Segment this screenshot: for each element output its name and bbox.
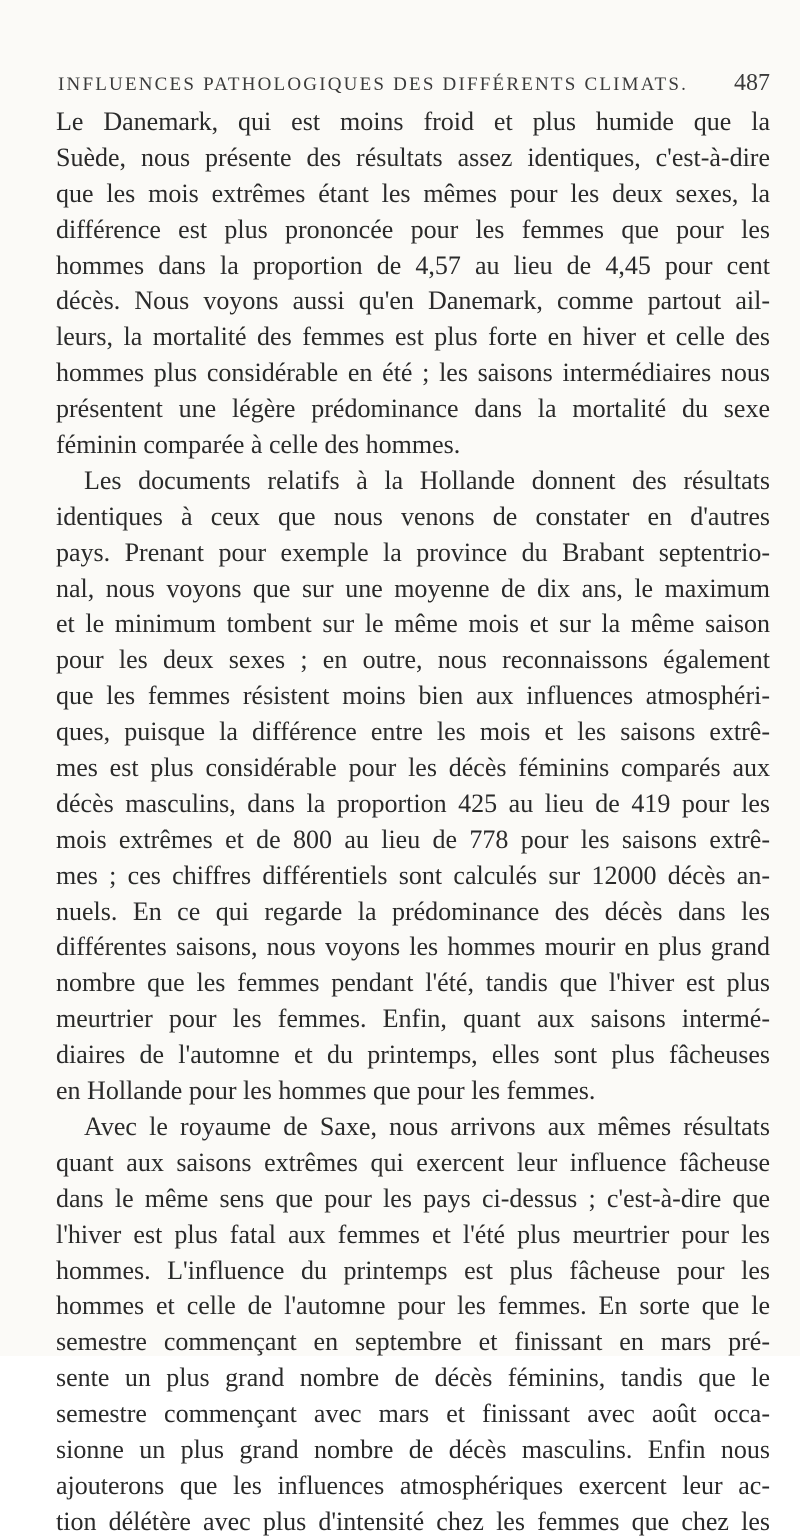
text-line: diaires de l'automne et du printemps, elles sont plus fâcheuses bbox=[56, 1040, 770, 1070]
text-line: meurtrier pour les femmes. Enfin, quant aux saisons intermé- bbox=[56, 1004, 770, 1034]
text-line: Les documents relatifs à la Hollande donnent des résultats bbox=[84, 465, 770, 495]
text-line: nombre que les femmes pendant l'été, tandis que l'hiver est plus bbox=[56, 968, 770, 998]
text-line: hommes. L'influence du printemps est plus fâcheuse pour les bbox=[56, 1255, 770, 1285]
text-line: Le Danemark, qui est moins froid et plus humide que la bbox=[56, 107, 770, 136]
text-line: que les mois extrêmes étant les mêmes pour les deux sexes, la bbox=[56, 178, 770, 208]
text-line: tion délétère avec plus d'intensité chez les femmes que chez les bbox=[56, 1506, 770, 1536]
running-head-title: INFLUENCES PATHOLOGIQUES DES DIFFÉRENTS CLIMATS. bbox=[58, 74, 689, 95]
text-line: dans le même sens que pour les pays ci-dessus ; c'est-à-dire que bbox=[56, 1183, 770, 1213]
text-line: l'hiver est plus fatal aux femmes et l'été plus meurtrier pour les bbox=[56, 1219, 770, 1249]
text-line: identiques à ceux que nous venons de constater en d'autres bbox=[56, 501, 770, 531]
text-line: pour les deux sexes ; en outre, nous reconnaissons également bbox=[56, 645, 770, 675]
body-text bbox=[56, 104, 770, 1540]
text-line: féminin comparée à celle des hommes. bbox=[56, 430, 461, 460]
running-head bbox=[58, 70, 770, 104]
text-line: décès masculins, dans la proportion 425 au lieu de 419 pour les bbox=[56, 788, 770, 818]
text-line: quant aux saisons extrêmes qui exercent leur influence fâcheuse bbox=[56, 1147, 770, 1177]
text-line: semestre commençant en septembre et finissant en mars pré- bbox=[56, 1327, 770, 1357]
text-line: présentent une légère prédominance dans la mortalité du sexe bbox=[56, 394, 770, 424]
text-line: que les femmes résistent moins bien aux influences atmosphéri- bbox=[56, 681, 770, 711]
text-line: hommes plus considérable en été ; les saisons intermédiaires nous bbox=[56, 358, 770, 388]
text-line: nal, nous voyons que sur une moyenne de dix ans, le maximum bbox=[56, 573, 770, 603]
text-line: sente un plus grand nombre de décès féminins, tandis que le bbox=[56, 1363, 770, 1393]
text-line: différentes saisons, nous voyons les hommes mourir en plus grand bbox=[56, 932, 770, 962]
text-line: en Hollande pour les hommes que pour les femmes. bbox=[56, 1076, 596, 1106]
text-line: différence est plus prononcée pour les femmes que pour les bbox=[56, 214, 770, 244]
text-line: leurs, la mortalité des femmes est plus forte en hiver et celle des bbox=[56, 322, 770, 352]
text-line: et le minimum tombent sur le même mois et sur la même saison bbox=[56, 609, 770, 639]
text-line: semestre commençant avec mars et finissant avec août occa- bbox=[56, 1399, 770, 1429]
text-line: ajouterons que les influences atmosphériques exercent leur ac- bbox=[56, 1470, 770, 1500]
text-line: pays. Prenant pour exemple la province du Brabant septentrio- bbox=[56, 537, 770, 567]
text-line: hommes et celle de l'automne pour les femmes. En sorte que le bbox=[56, 1291, 770, 1321]
text-line: sionne un plus grand nombre de décès masculins. Enfin nous bbox=[56, 1434, 770, 1464]
text-line: nuels. En ce qui regarde la prédominance des décès dans les bbox=[56, 896, 770, 926]
text-line: mois extrêmes et de 800 au lieu de 778 pour les saisons extrê- bbox=[56, 824, 770, 854]
text-line: ques, puisque la différence entre les mois et les saisons extrê- bbox=[56, 717, 770, 747]
text-line: hommes dans la proportion de 4,57 au lieu de 4,45 pour cent bbox=[56, 250, 770, 280]
text-line: Suède, nous présente des résultats assez identiques, c'est-à-dire bbox=[56, 142, 770, 172]
page-number: 487 bbox=[734, 70, 770, 96]
text-line: décès. Nous voyons aussi qu'en Danemark, comme partout ail- bbox=[56, 286, 770, 316]
text-line: Avec le royaume de Saxe, nous arrivons aux mêmes résultats bbox=[84, 1111, 770, 1141]
text-line: mes est plus considérable pour les décès féminins comparés aux bbox=[56, 753, 770, 783]
text-line: mes ; ces chiffres différentiels sont calculés sur 12000 décès an- bbox=[56, 860, 770, 890]
